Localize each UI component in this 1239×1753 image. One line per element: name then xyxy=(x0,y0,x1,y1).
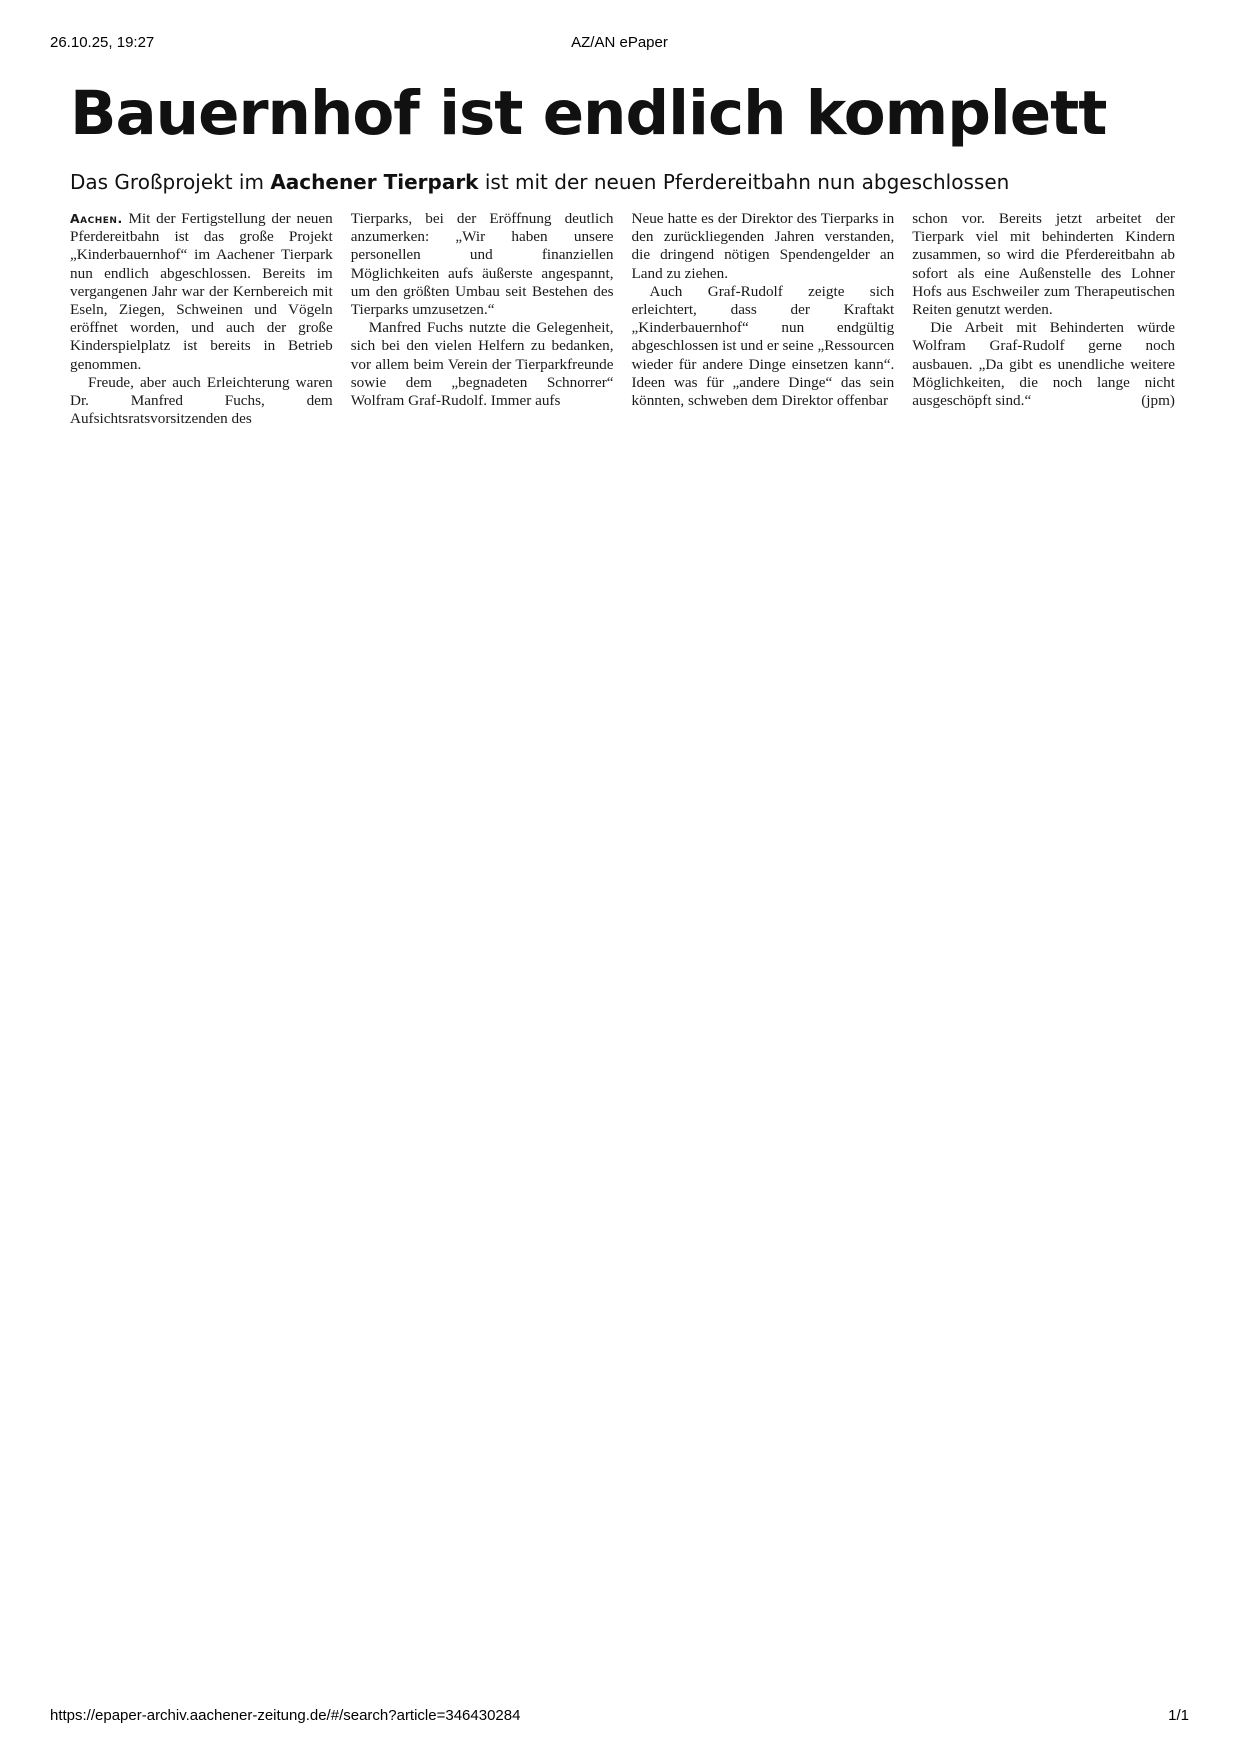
article-paragraph: Auch Graf-Rudolf zeigte sich erleichtert, dass der Kraftakt „Kinderbauernhof“ nun endgültig abgeschlossen ist und er seine „Ressourcen wieder für andere Dinge einsetzen kann“. Ideen was für „andere Dinge“ das sein könnten, schweben dem Direktor offenbar xyxy=(631,282,895,410)
article-paragraph xyxy=(70,210,333,374)
print-header xyxy=(50,34,1189,54)
print-url: https://epaper-archiv.aachener-zeitung.de/#/search?article=346430284 xyxy=(50,1707,521,1724)
article-column-1 xyxy=(70,210,333,428)
article-paragraph: schon vor. Bereits jetzt arbeitet der Tierpark viel mit behinderten Kindern zusammen, so wird die Pferdereitbahn ab sofort als eine Außenstelle des Lohner Hofs aus Eschweiler zum Therapeutischen Reiten genutzt werden. xyxy=(912,210,1175,319)
article-column-2 xyxy=(351,210,614,428)
article-paragraph: Neue hatte es der Direktor des Tierparks in den zurückliegenden Jahren verstanden, die dringend nötigen Spendengelder an Land zu ziehen. xyxy=(631,210,895,282)
article xyxy=(70,74,1175,428)
article-dateline: Aachen. xyxy=(70,211,123,226)
print-page-count: 1/1 xyxy=(1168,1707,1189,1724)
author-signature: (jpm) xyxy=(1141,392,1175,410)
article-paragraph xyxy=(912,319,1175,410)
article-paragraph: Tierparks, bei der Eröffnung deutlich anzumerken: „Wir haben unsere personellen und finanziellen Möglichkeiten aufs äußerste angespannt, um den größten Umbau seit Bestehen des Tierparks umzusetzen.“ xyxy=(350,210,614,319)
article-column-4 xyxy=(912,210,1175,428)
print-title: AZ/AN ePaper xyxy=(571,34,668,51)
article-columns xyxy=(70,210,1175,428)
article-paragraph: Freude, aber auch Erleichterung waren Dr. Manfred Fuchs, dem Aufsichtsratsvorsitzenden des xyxy=(70,373,333,428)
subhead-part-2: ist mit der neuen Pferdereitbahn nun abgeschlossen xyxy=(478,170,1010,194)
article-headline: Bauernhof ist endlich komplett xyxy=(70,78,1107,149)
paragraph-text: Mit der Fertigstellung der neuen Pferdereitbahn ist das große Projekt „Kinderbauernhof“ im Aachener Tierpark nun endlich abgeschlossen. Bereits im vergangenen Jahr war der Kernbereich mit Eseln, Ziegen, Schweinen und Vögeln eröffnet worden, und auch der große Kinderspielplatz ist bereits in Betrieb genommen. xyxy=(70,210,333,373)
article-column-3 xyxy=(632,210,895,428)
subhead-bold: Aachener Tierpark xyxy=(270,170,479,194)
print-footer xyxy=(50,1707,1189,1727)
paragraph-text: Die Arbeit mit Behinderten würde Wolfram Graf-Rudolf gerne noch ausbauen. „Da gibt es unendliche weitere Möglichkeiten, die noch lange nicht ausgeschöpft sind.“ xyxy=(912,319,1175,410)
subhead-part-1: Das Großprojekt im xyxy=(70,170,271,194)
article-paragraph: Manfred Fuchs nutzte die Gelegenheit, sich bei den vielen Helfern zu bedanken, vor allem beim Verein der Tierparkfreunde sowie dem „begnadeten Schnorrer“ Wolfram Graf-Rudolf. Immer aufs xyxy=(350,319,614,410)
print-datetime: 26.10.25, 19:27 xyxy=(50,34,155,51)
article-subhead xyxy=(70,168,1175,196)
